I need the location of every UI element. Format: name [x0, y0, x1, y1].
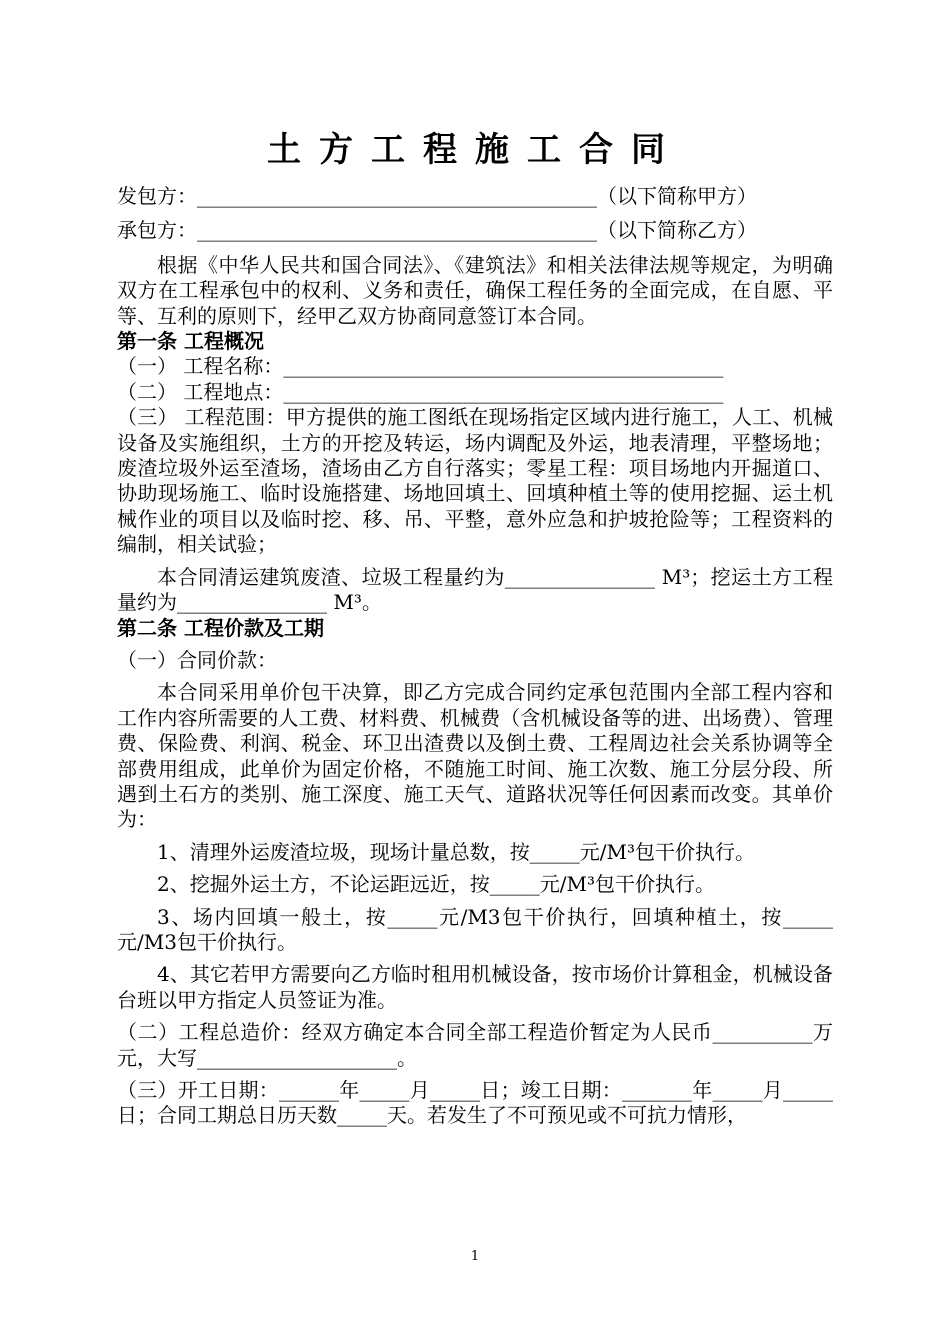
article-1-heading: 第一条 工程概况 [117, 329, 264, 354]
party-b-line: 承包方：________________________________________（以下简称乙方） [117, 218, 757, 243]
project-name-line: （一） 工程名称：____________________________________________ [117, 354, 724, 379]
page-number: 1 [470, 1249, 480, 1264]
quantity-paragraph: 本合同清运建筑废渣、垃圾工程量约为_______________ M³；挖运土方工程量约为_______________ M³。 [117, 564, 833, 615]
price-item-3: 3、场内回填一般土，按_____元/M3包干价执行，回填种植土，按_____元/M3包干价执行。 [117, 904, 833, 954]
project-location-line: （二） 工程地点：____________________________________________ [117, 379, 724, 404]
project-scope-paragraph: （三） 工程范围：甲方提供的施工图纸在现场指定区域内进行施工，人工、机械设备及实施组织，土方的开挖及转运，场内调配及外运，地表清理，平整场地；废渣垃圾外运至渣场，渣场由乙方自行落实；零星工程：项目场地内开掘道口、协助现场施工、临时设施搭建、场地回填土、回填种植土等的使用挖掘、运土机械作业的项目以及临时挖、移、吊、平整，意外应急和护坡抢险等；工程资料的编制，相关试验； [117, 405, 833, 557]
party-a-line: 发包方：________________________________________（以下简称甲方） [117, 184, 757, 208]
price-item-4: 4、其它若甲方需要向乙方临时租用机械设备，按市场价计算租金，机械设备台班以甲方指定人员签证为准。 [117, 962, 833, 1012]
unit-price-paragraph: 本合同采用单价包干决算，即乙方完成合同约定承包范围内全部工程内容和工作内容所需要的人工费、材料费、机械费（含机械设备等的进、出场费）、管理费、保险费、利润、税金、环卫出渣费以及倒土费、工程周边社会关系协调等全部费用组成，此单价为固定价格，不随施工时间、施工次数、施工分层分段、所遇到土石方的类别、施工深度、施工天气、道路状况等任何因素而改变。其单价为： [117, 680, 833, 832]
document-title: 土方工程施工合同 [267, 130, 683, 170]
document-body [117, 184, 833, 1129]
price-item-1: 1、清理外运废渣垃圾，现场计量总数，按_____元/M³包干价执行。 [157, 839, 755, 864]
price-item-2: 2、挖掘外运土方，不论运距远近，按_____元/M³包干价执行。 [157, 872, 715, 897]
schedule-paragraph: （三）开工日期：______年_____月_____日；竣工日期：_______年_____月_____日；合同工期总日历天数_____天。若发生了不可预见或不可抗力情形， [117, 1078, 833, 1128]
preamble-paragraph: 根据《中华人民共和国合同法》、《建筑法》和相关法律法规等规定，为明确双方在工程承包中的权利、义务和责任，确保工程任务的全面完成，在自愿、平等、互利的原则下，经甲乙双方协商同意签订本合同。 [117, 252, 833, 328]
article-2-heading: 第二条 工程价款及工期 [117, 615, 324, 640]
total-cost-paragraph: （二）工程总造价：经双方确定本合同全部工程造价暂定为人民币__________万元，大写____________________。 [117, 1020, 833, 1070]
contract-price-heading: （一）合同价款： [117, 647, 277, 672]
